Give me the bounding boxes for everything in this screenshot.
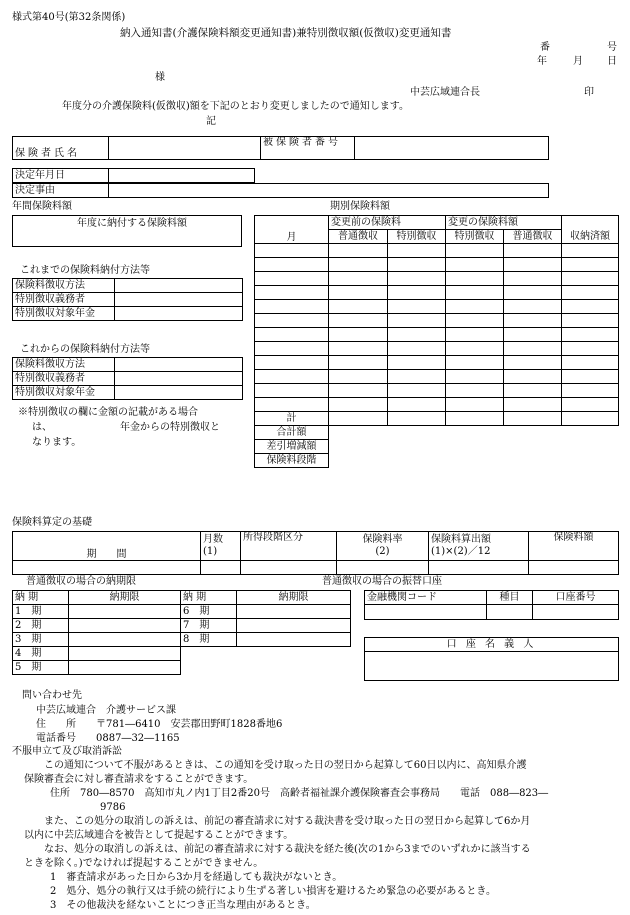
- period-total-value[interactable]: [388, 440, 446, 454]
- calc-months-header: [201, 532, 241, 561]
- period-amount-cell[interactable]: [388, 384, 446, 398]
- period-amount-cell[interactable]: [504, 258, 562, 272]
- col-header: 収納済額: [562, 230, 619, 244]
- period-total-row: [255, 454, 619, 468]
- contact-heading: 問い合わせ先: [22, 690, 82, 701]
- period-amount-cell[interactable]: [504, 286, 562, 300]
- period-amount-cell[interactable]: [329, 398, 388, 412]
- period-amount-cell[interactable]: [329, 356, 388, 370]
- period-amount-cell[interactable]: [562, 258, 619, 272]
- calc-table: [12, 531, 619, 575]
- period-row: [255, 370, 619, 384]
- period-total-value[interactable]: [504, 426, 562, 440]
- deadline-row: [13, 647, 351, 661]
- method-after-row-label: 保険料徴収方法: [13, 358, 115, 372]
- decision-date-label: 決定年月日: [13, 169, 109, 183]
- appeal-p1a: この通知について不服があるときは、この通知を受け取った日の翌日から起算して60日以内に、高知県介護: [44, 760, 527, 771]
- period-amount-cell[interactable]: [562, 244, 619, 258]
- deadline-term: 1 期: [13, 605, 69, 619]
- deadline-term: 6 期: [181, 605, 237, 619]
- insurer-name-value[interactable]: [109, 137, 261, 160]
- appeal-p3b: ときを除く。)でなければ提起することができません。: [24, 858, 264, 869]
- period-amount-cell[interactable]: [562, 272, 619, 286]
- contact-org: 中芸広域連合 介護サービス課: [36, 705, 176, 716]
- deadline-date-header: 納期限: [69, 591, 181, 605]
- method-before-row-label: 特別徴収対象年金: [13, 307, 115, 321]
- period-total-value[interactable]: [504, 412, 562, 426]
- period-amount-cell[interactable]: [446, 328, 504, 342]
- annual-premium-box[interactable]: [12, 215, 242, 247]
- period-row: [255, 286, 619, 300]
- period-amount-cell[interactable]: [446, 314, 504, 328]
- period-amount-cell[interactable]: [446, 398, 504, 412]
- period-total-value[interactable]: [329, 454, 388, 468]
- period-total-value[interactable]: [446, 426, 504, 440]
- account-holder-label: 口 座 名 義 人: [365, 638, 619, 652]
- period-month-cell[interactable]: [255, 314, 329, 328]
- period-amount-cell[interactable]: [388, 258, 446, 272]
- period-row: [255, 244, 619, 258]
- decision-reason-value[interactable]: [109, 184, 549, 198]
- bank-code-label: 金融機関コード: [365, 591, 487, 605]
- deadline-term: 2 期: [13, 619, 69, 633]
- period-row: [255, 272, 619, 286]
- period-row: [255, 258, 619, 272]
- deadline-date[interactable]: [69, 605, 181, 619]
- period-total-label: 計: [255, 412, 329, 426]
- method-before-row-value[interactable]: [115, 307, 243, 321]
- deadline-row: [13, 605, 351, 619]
- period-total-row: [255, 412, 619, 426]
- period-month-cell[interactable]: [255, 258, 329, 272]
- deadline-row: [13, 619, 351, 633]
- period-amount-cell[interactable]: [329, 342, 388, 356]
- period-month-cell[interactable]: [255, 328, 329, 342]
- deadline-date[interactable]: [69, 633, 181, 647]
- period-amount-cell[interactable]: [504, 328, 562, 342]
- deadline-table: [12, 590, 351, 675]
- deadline-term: 3 期: [13, 633, 69, 647]
- method-after-heading: これからの保険料納付方法等: [20, 344, 150, 355]
- before-header: 変更前の保険料: [329, 216, 446, 230]
- period-amount-cell[interactable]: [329, 328, 388, 342]
- deadline-row: [13, 661, 351, 675]
- period-amount-cell[interactable]: [504, 300, 562, 314]
- period-amount-cell[interactable]: [562, 356, 619, 370]
- period-amount-cell[interactable]: [388, 244, 446, 258]
- deadline-date-header: 納期限: [237, 591, 351, 605]
- method-before-row-label: 保険料徴収方法: [13, 279, 115, 293]
- deadline-date[interactable]: [237, 633, 351, 647]
- period-amount-cell[interactable]: [388, 356, 446, 370]
- deadline-date[interactable]: [237, 619, 351, 633]
- period-amount-cell[interactable]: [504, 314, 562, 328]
- period-amount-cell[interactable]: [446, 258, 504, 272]
- calc-amount-value[interactable]: [429, 561, 529, 575]
- period-amount-cell[interactable]: [329, 272, 388, 286]
- form-number: 様式第40号(第32条関係): [12, 12, 126, 23]
- deadline-empty: [237, 661, 351, 675]
- calc-section-label: 保険料算定の基礎: [12, 517, 92, 528]
- period-total-value[interactable]: [562, 426, 619, 440]
- account-number-value[interactable]: [533, 605, 619, 620]
- deadline-term-header: 納 期: [13, 591, 69, 605]
- deadline-date[interactable]: [69, 647, 181, 661]
- account-number-label: 口座番号: [533, 591, 619, 605]
- period-amount-cell[interactable]: [329, 384, 388, 398]
- col-header: 特別徴収: [388, 230, 446, 244]
- calc-period-value[interactable]: [13, 561, 201, 575]
- bank-code-value[interactable]: [365, 605, 487, 620]
- method-before-table: [12, 278, 243, 321]
- period-amount-cell[interactable]: [562, 314, 619, 328]
- col-header: 特別徴収: [446, 230, 504, 244]
- addressee-sama: 様: [155, 72, 165, 83]
- deadline-empty: [181, 647, 237, 661]
- period-amount-cell[interactable]: [329, 300, 388, 314]
- period-total-value[interactable]: [329, 412, 388, 426]
- calc-rate-header: [337, 532, 429, 561]
- account-holder-table: [364, 637, 619, 681]
- deadline-row: [13, 633, 351, 647]
- contact-phone-label: 電話番号: [36, 733, 76, 744]
- method-after-row-label: 特別徴収対象年金: [13, 386, 115, 400]
- method-after-table: [12, 357, 243, 400]
- deadline-term: 4 期: [13, 647, 69, 661]
- date-year: 年: [537, 56, 547, 67]
- contact-address: 〒781―6410 安芸郡田野町1828番地6: [96, 719, 283, 730]
- method-before-row-value[interactable]: [115, 293, 243, 307]
- period-month-cell[interactable]: [255, 370, 329, 384]
- period-row: [255, 300, 619, 314]
- special-note-line2a: は、: [32, 422, 52, 433]
- period-amount-cell[interactable]: [446, 356, 504, 370]
- period-total-value[interactable]: [562, 412, 619, 426]
- period-amount-cell[interactable]: [446, 244, 504, 258]
- period-total-value[interactable]: [388, 412, 446, 426]
- period-amount-cell[interactable]: [388, 398, 446, 412]
- period-amount-cell[interactable]: [388, 314, 446, 328]
- period-amount-cell[interactable]: [329, 244, 388, 258]
- appeal-p1b: 保険審査会に対し審査請求をすることができます。: [24, 774, 254, 785]
- period-row: [255, 384, 619, 398]
- appeal-p2b: 以内に中芸広域連合を被告として提起することができます。: [24, 830, 294, 841]
- period-amount-cell[interactable]: [446, 272, 504, 286]
- number-ban: 番: [540, 42, 550, 53]
- period-month-cell[interactable]: [255, 286, 329, 300]
- method-before-row-label: 特別徴収義務者: [13, 293, 115, 307]
- calc-rate-num: (2): [375, 546, 390, 557]
- period-amount-cell[interactable]: [446, 300, 504, 314]
- appeal-item-2: 2 処分、処分の執行又は手続の続行により生ずる著しい損害を避けるため緊急の必要があるとき。: [50, 886, 496, 897]
- period-total-value[interactable]: [329, 426, 388, 440]
- appeal-heading: 不服申立て及び取消訴訟: [12, 746, 122, 757]
- period-total-value[interactable]: [329, 440, 388, 454]
- period-month-cell[interactable]: [255, 244, 329, 258]
- period-amount-cell[interactable]: [504, 384, 562, 398]
- decision-table: [12, 168, 255, 183]
- period-total-value[interactable]: [446, 440, 504, 454]
- period-month-cell[interactable]: [255, 300, 329, 314]
- period-total-row: [255, 426, 619, 440]
- period-amount-cell[interactable]: [504, 356, 562, 370]
- contact-address-label: 住 所: [36, 719, 76, 730]
- contact-phone: 0887―32―1165: [96, 733, 180, 744]
- calc-amount-header: [429, 532, 529, 561]
- period-total-label: 合計額: [255, 426, 329, 440]
- period-amount-cell[interactable]: [388, 342, 446, 356]
- deadline-term-header: 納 期: [181, 591, 237, 605]
- period-amount-cell[interactable]: [329, 286, 388, 300]
- period-amount-cell[interactable]: [446, 370, 504, 384]
- calc-grade-header: 所得段階区分: [241, 532, 337, 561]
- reason-table: [12, 183, 549, 198]
- period-amount-cell[interactable]: [562, 342, 619, 356]
- seal-mark: 印: [584, 87, 594, 98]
- method-after-row-value[interactable]: [115, 386, 243, 400]
- appeal-p3a: なお、処分の取消しの訴えは、前記の審査請求に対する裁決を経た後(次の1から3までのいずれかに該当する: [44, 844, 531, 855]
- appeal-p2a: また、この処分の取消しの訴えは、前記の審査請求に対する裁決書を受け取った日の翌日から起算して6か月: [44, 816, 531, 827]
- period-amount-cell[interactable]: [446, 286, 504, 300]
- period-amount-cell[interactable]: [388, 370, 446, 384]
- col-header: 普通徴収: [329, 230, 388, 244]
- period-total-value[interactable]: [446, 454, 504, 468]
- period-amount-cell[interactable]: [504, 370, 562, 384]
- calc-months-value[interactable]: [201, 561, 241, 575]
- insured-number-label: 被保険者番号: [261, 137, 355, 160]
- method-before-row-value[interactable]: [115, 279, 243, 293]
- date-month: 月: [573, 56, 583, 67]
- period-amount-cell[interactable]: [329, 314, 388, 328]
- deadline-date[interactable]: [69, 619, 181, 633]
- period-total-value[interactable]: [388, 426, 446, 440]
- collected-header-top: [562, 216, 619, 230]
- period-total-label: 差引増減額: [255, 440, 329, 454]
- method-after-row-label: 特別徴収義務者: [13, 372, 115, 386]
- special-note-line3: なります。: [32, 437, 82, 448]
- method-after-row-value[interactable]: [115, 372, 243, 386]
- period-amount-cell[interactable]: [562, 300, 619, 314]
- period-amount-cell[interactable]: [504, 342, 562, 356]
- period-row: [255, 314, 619, 328]
- periodic-section-label: 期別保険料額: [330, 201, 390, 212]
- period-amount-cell[interactable]: [562, 328, 619, 342]
- period-total-value[interactable]: [504, 454, 562, 468]
- calc-amount-formula: (1)×(2)／12: [431, 546, 491, 557]
- period-month-cell[interactable]: [255, 272, 329, 286]
- period-amount-cell[interactable]: [388, 286, 446, 300]
- calc-rate-label: 保険料率: [362, 534, 403, 545]
- period-total-value[interactable]: [446, 412, 504, 426]
- appeal-address: 住所 780―8570 高知市丸ノ内1丁目2番20号 高齢者福祉課介護保険審査会事務局 電話 088―823―: [50, 788, 549, 799]
- period-total-row: [255, 440, 619, 454]
- insurer-name-label: 保険者氏名: [13, 137, 109, 160]
- insured-number-value[interactable]: [355, 137, 549, 160]
- after-header: 変更の保険料額: [446, 216, 562, 230]
- calc-grade-value[interactable]: [241, 561, 337, 575]
- account-type-value[interactable]: [487, 605, 533, 620]
- period-total-value[interactable]: [562, 454, 619, 468]
- method-before-heading: これまでの保険料納付方法等: [20, 265, 150, 276]
- deadline-term: 8 期: [181, 633, 237, 647]
- deadline-empty: [237, 647, 351, 661]
- period-amount-cell[interactable]: [504, 272, 562, 286]
- period-month-cell[interactable]: [255, 356, 329, 370]
- deadline-empty: [181, 661, 237, 675]
- period-total-value[interactable]: [504, 440, 562, 454]
- period-amount-cell[interactable]: [562, 384, 619, 398]
- calc-premium-value[interactable]: [529, 561, 619, 575]
- period-amount-cell[interactable]: [388, 300, 446, 314]
- period-total-label: 保険料段階: [255, 454, 329, 468]
- calc-amount-label: 保険料算出額: [431, 534, 491, 545]
- ki-mark: 記: [206, 116, 216, 127]
- period-month-cell[interactable]: [255, 384, 329, 398]
- account-heading: 普通徴収の場合の振替口座: [322, 576, 442, 587]
- deadline-term: 7 期: [181, 619, 237, 633]
- period-total-value[interactable]: [388, 454, 446, 468]
- col-header: 普通徴収: [504, 230, 562, 244]
- period-amount-cell[interactable]: [446, 342, 504, 356]
- period-month-cell[interactable]: [255, 398, 329, 412]
- period-amount-cell[interactable]: [446, 384, 504, 398]
- periodic-table: [254, 215, 619, 468]
- period-row: [255, 342, 619, 356]
- period-amount-cell[interactable]: [562, 286, 619, 300]
- deadline-date[interactable]: [237, 605, 351, 619]
- month-header: 月: [255, 216, 329, 244]
- period-amount-cell[interactable]: [388, 272, 446, 286]
- special-note-line2b: 年金からの特別徴収と: [120, 422, 220, 433]
- account-type-label: 種目: [487, 591, 533, 605]
- period-amount-cell[interactable]: [329, 258, 388, 272]
- method-after-row-value[interactable]: [115, 358, 243, 372]
- period-amount-cell[interactable]: [504, 398, 562, 412]
- appeal-address-cont: 9786: [100, 802, 126, 813]
- annual-premium-label: 年度に納付する保険料額: [77, 218, 187, 229]
- deadline-heading: 普通徴収の場合の納期限: [26, 576, 136, 587]
- special-note-line1: ※特別徴収の欄に金額の記載がある場合: [18, 407, 198, 418]
- date-day: 日: [607, 56, 617, 67]
- period-amount-cell[interactable]: [388, 328, 446, 342]
- period-row: [255, 328, 619, 342]
- period-amount-cell[interactable]: [504, 244, 562, 258]
- calc-period-header: 期 間: [13, 532, 201, 561]
- insured-table: [12, 136, 549, 160]
- calc-months-num: (1): [203, 546, 218, 557]
- deadline-term: 5 期: [13, 661, 69, 675]
- calc-months-label: 月数: [203, 534, 223, 545]
- account-table: [364, 590, 619, 620]
- annual-section-label: 年間保険料額: [12, 201, 72, 212]
- calc-premium-header: 保険料額: [529, 532, 619, 561]
- issuer-name: 中芸広域連合長: [410, 87, 480, 98]
- period-month-cell[interactable]: [255, 342, 329, 356]
- intro-text: 年度分の介護保険料(仮徴収)額を下記のとおり変更しましたので通知します。: [62, 101, 410, 112]
- period-amount-cell[interactable]: [329, 370, 388, 384]
- period-amount-cell[interactable]: [562, 398, 619, 412]
- appeal-item-1: 1 審査請求があった日から3か月を経過しても裁決がないとき。: [50, 872, 343, 883]
- calc-rate-value[interactable]: [337, 561, 429, 575]
- decision-reason-label: 決定事由: [13, 184, 109, 198]
- number-go: 号: [607, 42, 617, 53]
- period-row: [255, 356, 619, 370]
- document-title: 納入通知書(介護保険料額変更通知書)兼特別徴収額(仮徴収)変更通知書: [120, 27, 452, 39]
- period-total-value[interactable]: [562, 440, 619, 454]
- deadline-date[interactable]: [69, 661, 181, 675]
- period-amount-cell[interactable]: [562, 370, 619, 384]
- decision-date-value[interactable]: [109, 169, 255, 183]
- period-row: [255, 398, 619, 412]
- account-holder-value[interactable]: [365, 652, 619, 681]
- appeal-item-3: 3 その他裁決を経ないことにつき正当な理由があるとき。: [50, 900, 316, 911]
